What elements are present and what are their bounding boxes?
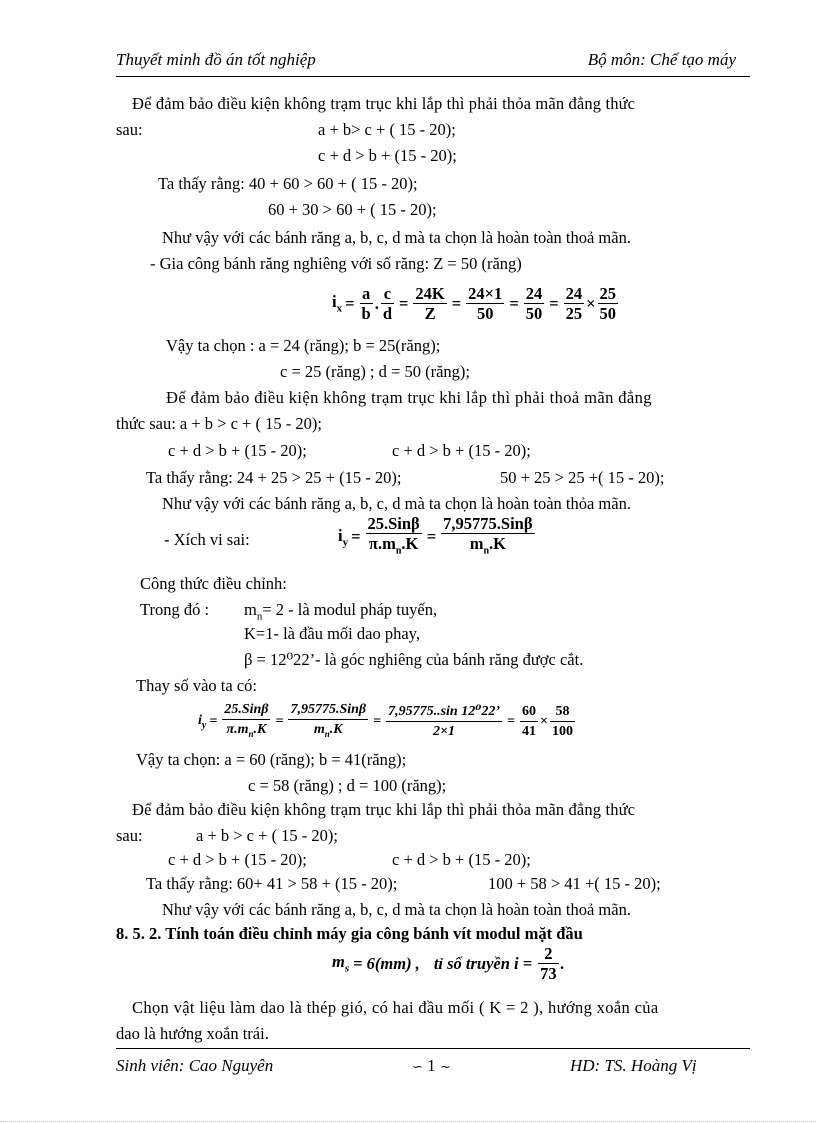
paragraph-line: c + d > b + (15 - 20); bbox=[168, 850, 307, 869]
paragraph-line: Để đảm bảo điều kiện không trạm trục khi lắp thì phải thỏa mãn đẳng thức bbox=[132, 800, 636, 819]
paragraph-line: 50 + 25 > 25 +( 15 - 20); bbox=[500, 468, 665, 487]
paragraph-line: dao là hướng xoắn trái. bbox=[116, 1024, 269, 1043]
paragraph-line: sau: bbox=[116, 120, 143, 139]
eq1-lhs: $i_x$ bbox=[332, 292, 343, 315]
paragraph-line: 100 + 58 > 41 +( 15 - 20); bbox=[488, 874, 661, 893]
paragraph-line: Vậy ta chọn: a = 60 (răng); b = 41(răng); bbox=[136, 750, 407, 769]
header-left: Thuyết minh đồ án tốt nghiệp bbox=[116, 50, 316, 69]
paragraph-line: Như vậy với các bánh răng a, b, c, d mà ta chọn là hoàn toàn thoả mãn. bbox=[162, 900, 631, 919]
equation-iy: $i_y$ = $\frac{\text{25.Sinβ}}{\pi.m_n.K}$ = $\frac{\text{7,95775.Sinβ}}{m_n.K}$ bbox=[338, 514, 533, 557]
section-heading: 8. 5. 2. Tính toán điều chỉnh máy gia công bánh vít modul mặt đầu bbox=[116, 924, 583, 943]
paragraph-line: Như vậy với các bánh răng a, b, c, d mà ta chọn là hoàn toàn thoả mãn. bbox=[162, 228, 631, 247]
equation-ix: $i_x$ = $\frac{a}{b}$ . $\frac{c}{d}$ = $\frac{24K}{Z}$ = $\frac{24\times 1}{50}$ = $\frac{24}{50}$ = $\frac{24}{25}$ × $\frac{25}{50}$ bbox=[332, 284, 617, 323]
footer-rule bbox=[116, 1048, 750, 1049]
paragraph-line: Chọn vật liệu làm dao là thép gió, có hai đầu mối ( K = 2 ), hướng xoắn của bbox=[132, 998, 659, 1017]
paragraph-line: Ta thấy rằng: 24 + 25 > 25 + (15 - 20); bbox=[146, 468, 402, 487]
paragraph-line: $m_n= 2$ - là modul pháp tuyến, bbox=[244, 600, 438, 623]
paragraph-line: c + d > b + (15 - 20); bbox=[318, 146, 457, 165]
paragraph-line: K=1- là đầu mối dao phay, bbox=[244, 624, 420, 643]
footer-right: HD: TS. Hoàng Vị bbox=[570, 1056, 697, 1075]
paragraph-line: Thay số vào ta có: bbox=[136, 676, 257, 695]
header-rule bbox=[116, 76, 750, 77]
paragraph-line: 60 + 30 > 60 + ( 15 - 20); bbox=[268, 200, 437, 219]
paragraph-line: Như vậy với các bánh răng a, b, c, d mà ta chọn là hoàn toàn thỏa mãn. bbox=[162, 494, 631, 513]
page-number: ∽ 1 ∼ bbox=[412, 1056, 451, 1075]
paragraph-line: c + d > b + (15 - 20); bbox=[392, 850, 531, 869]
ornament-left-icon: ∽ bbox=[412, 1059, 423, 1074]
paragraph-line: Để đảm bảo điều kiện không trạm trục khi lắp thì phải thoả mãn đẳng bbox=[166, 388, 652, 407]
paragraph-line: Trong đó : bbox=[140, 600, 210, 619]
paragraph-line: Để đảm bảo điều kiện không trạm trục khi lắp thì phải thỏa mãn đẳng thức bbox=[132, 94, 636, 113]
paragraph-line: Vậy ta chọn : a = 24 (răng); b = 25(răng); bbox=[166, 336, 441, 355]
paragraph-line: Ta thấy rằng: 60+ 41 > 58 + (15 - 20); bbox=[146, 874, 398, 893]
paragraph-line: thức sau: a + b > c + ( 15 - 20); bbox=[116, 414, 322, 433]
paragraph-line: a + b > c + ( 15 - 20); bbox=[196, 826, 339, 845]
equation-ms: $m_s$ = 6(mm) , tỉ số truyền i = $\frac{2}{73}$ . bbox=[332, 944, 565, 983]
footer-left: Sinh viên: Cao Nguyên bbox=[116, 1056, 274, 1075]
paragraph-line: β = 12⁰22’- là góc nghiêng của bánh răng được cắt. bbox=[244, 650, 584, 669]
paragraph-line: c = 58 (răng) ; d = 100 (răng); bbox=[248, 776, 447, 795]
paragraph-line: c + d > b + (15 - 20); bbox=[168, 441, 307, 460]
paragraph-line: - Gia công bánh răng nghiêng với số răng: Z = 50 (răng) bbox=[150, 254, 522, 273]
paragraph-line: Ta thấy rằng: 40 + 60 > 60 + ( 15 - 20); bbox=[158, 174, 418, 193]
ornament-right-icon: ∼ bbox=[439, 1059, 451, 1074]
paragraph-line: sau: bbox=[116, 826, 143, 845]
paragraph-line: c + d > b + (15 - 20); bbox=[392, 441, 531, 460]
paragraph-line: c = 25 (răng) ; d = 50 (răng); bbox=[280, 362, 470, 381]
equation-iy-substituted: $i_y$ = $\frac{\text{25.Sinβ}}{\pi.m_n.K}$ = $\frac{\text{7,95775.Sinβ}}{m_n.K}$ = $\frac{\text{7,95775..sin 12⁰22’}}{2\times 1}$ = $\frac{60}{41}$ × $\frac{58}{100}$ bbox=[198, 702, 573, 740]
paragraph-line: Công thức điều chỉnh: bbox=[140, 574, 287, 593]
paragraph-line: a + b> c + ( 15 - 20); bbox=[318, 120, 456, 139]
paragraph-line: - Xích vi sai: bbox=[164, 530, 250, 549]
header-right: Bộ môn: Chế tạo máy bbox=[587, 50, 736, 69]
